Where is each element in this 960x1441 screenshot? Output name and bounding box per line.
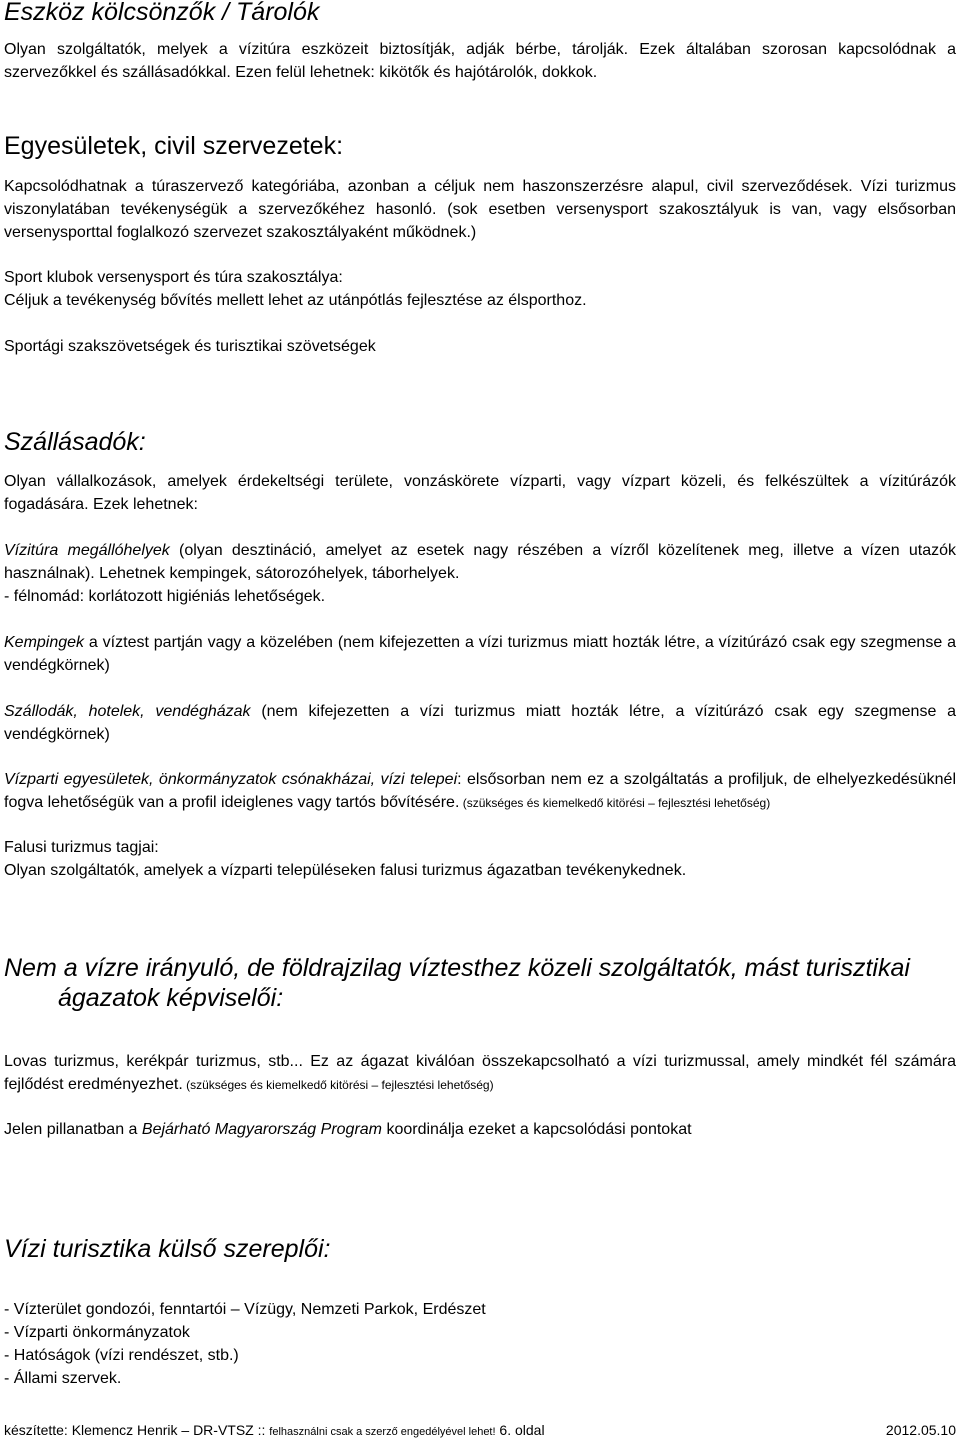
- heading-sportklubok: Sport klubok versenysport és túra szakosztálya:: [4, 269, 343, 286]
- list-item: - Állami szervek.: [4, 1370, 122, 1387]
- text-vizitura-megallohelyek: (olyan desztináció, amelyet az esetek nagy részében a vízről közelítenek meg, illetve a vízen utazók használnak). Lehetnek kempingek, sátorozóhelyek, táborhelyek.: [4, 542, 956, 582]
- paragraph-falusi: Olyan szolgáltatók, amelyek a vízparti településeken falusi turizmus ágazatban tevékenykednek.: [4, 862, 687, 879]
- paragraph-szallodak: [4, 700, 956, 746]
- footer-author: készítette: Klemencz Henrik – DR-VTSZ ::: [4, 1422, 270, 1438]
- paragraph-felnomad: - félnomád: korlátozott higiéniás lehetőségek.: [4, 588, 326, 605]
- paragraph-nem-vizre: [4, 1050, 956, 1097]
- paragraph-szallasadok-intro: Olyan vállalkozások, amelyek érdekeltségi területe, vonzáskörete vízparti, vagy vízpart közeli, és felkészültek a vízitúrázók fogadására. Ezek lehetnek:: [4, 473, 956, 513]
- term-vizparti: Vízparti egyesületek, önkormányzatok csónakházai, vízi telepei: [4, 771, 458, 788]
- list-item: - Vízterület gondozói, fenntartói – Vízügy, Nemzeti Parkok, Erdészet: [4, 1301, 486, 1318]
- heading-egyesuletek: Egyesületek, civil szervezetek:: [4, 132, 344, 160]
- list-kulso-szereplok: [4, 1298, 956, 1390]
- term-kempingek: Kempingek: [4, 634, 85, 651]
- paragraph-vizparti: [4, 768, 956, 815]
- heading-eszkoz: Eszköz kölcsönzők / Tárolók: [4, 0, 320, 26]
- paragraph-program: [4, 1118, 956, 1141]
- footer-date: 2012.05.10: [885, 1422, 956, 1438]
- text-program-pre: Jelen pillanatban a: [4, 1121, 142, 1138]
- text-kempingek: a víztest partján vagy a közelében (nem kifejezetten a vízi turizmus miatt hozták létre, a vízitúrázó csak egy szegmense a vendégkörnek): [4, 634, 956, 674]
- note-nem-vizre: (szükséges és kiemelkedő kitörési – fejlesztési lehetőség): [182, 1078, 494, 1092]
- paragraph-sportklubok: Céljuk a tevékenység bővítés mellett lehet az utánpótlás fejlesztése az élsporthoz.: [4, 292, 587, 309]
- heading-kulso-szereplok: Vízi turisztika külső szereplői:: [4, 1235, 331, 1263]
- text-program-post: koordinálja ezeket a kapcsolódási pontokat: [382, 1121, 692, 1138]
- paragraph-eszkoz: Olyan szolgáltatók, melyek a vízitúra eszközeit biztosítják, adják bérbe, tárolják. Ezek általában szorosan kapcsolódnak a szervezőkkel és szállásadókkal. Ezen felül lehetnek: kikötők és hajótárolók, dokkok.: [4, 41, 956, 81]
- heading-szakszovetsegek: Sportági szakszövetségek és turisztikai szövetségek: [4, 338, 376, 355]
- heading-falusi: Falusi turizmus tagjai:: [4, 839, 159, 856]
- term-szallodak: Szállodák, hotelek, vendégházak: [4, 703, 251, 720]
- note-vizparti: (szükséges és kiemelkedő kitörési – fejlesztési lehetőség): [459, 796, 771, 810]
- term-vizitura-megallohelyek: Vízitúra megállóhelyek: [4, 542, 170, 559]
- text-szallodak: (nem kifejezetten a vízi turizmus miatt hozták létre, a vízitúrázó csak egy szegmense a vendégkörnek): [4, 703, 957, 743]
- paragraph-vizitura-megallohelyek: [4, 539, 956, 585]
- heading-nem-vizre: [4, 953, 956, 1013]
- paragraph-kempingek: [4, 631, 956, 677]
- program-name: Bejárható Magyarország Program: [141, 1121, 382, 1138]
- heading-szallasadok: Szállásadók:: [4, 428, 146, 456]
- footer-notice: felhasználni csak a szerző engedélyével lehet!: [269, 1426, 496, 1438]
- heading-nem-vizre-line1: Nem a vízre irányuló, de földrajzilag víztesthez közeli szolgáltatók, mást turisztikai: [4, 954, 910, 982]
- list-item: - Vízparti önkormányzatok: [4, 1324, 190, 1341]
- text-vizparti: : elsősorban nem ez a szolgáltatás a profiljuk, de elhelyezkedésüknél fogva lehetőségük van a profil ideiglenes vagy tartós bővítésére.: [4, 771, 957, 811]
- page-footer: [4, 1421, 956, 1441]
- list-item: - Hatóságok (vízi rendészet, stb.): [4, 1347, 239, 1364]
- paragraph-egyesuletek: Kapcsolódhatnak a túraszervező kategóriába, azonban a céljuk nem haszonszerzésre alapul, civil szerveződések. Vízi turizmus viszonylatában tevékenységük a szervezőkéhez hasonló. (sok esetben versenysport szakosztályuk is van, vagy elsősorban versenysporttal foglalkozó szervezet szakosztályaként működnek.): [4, 178, 956, 241]
- text-nem-vizre: Lovas turizmus, kerékpár turizmus, stb... Ez az ágazat kiválóan összekapcsolható a vízi turizmussal, amely mindkét fél számára fejlődést eredményezhet.: [4, 1053, 956, 1093]
- heading-nem-vizre-line2: ágazatok képviselői:: [58, 984, 284, 1012]
- footer-page-number: 6. oldal: [495, 1422, 545, 1438]
